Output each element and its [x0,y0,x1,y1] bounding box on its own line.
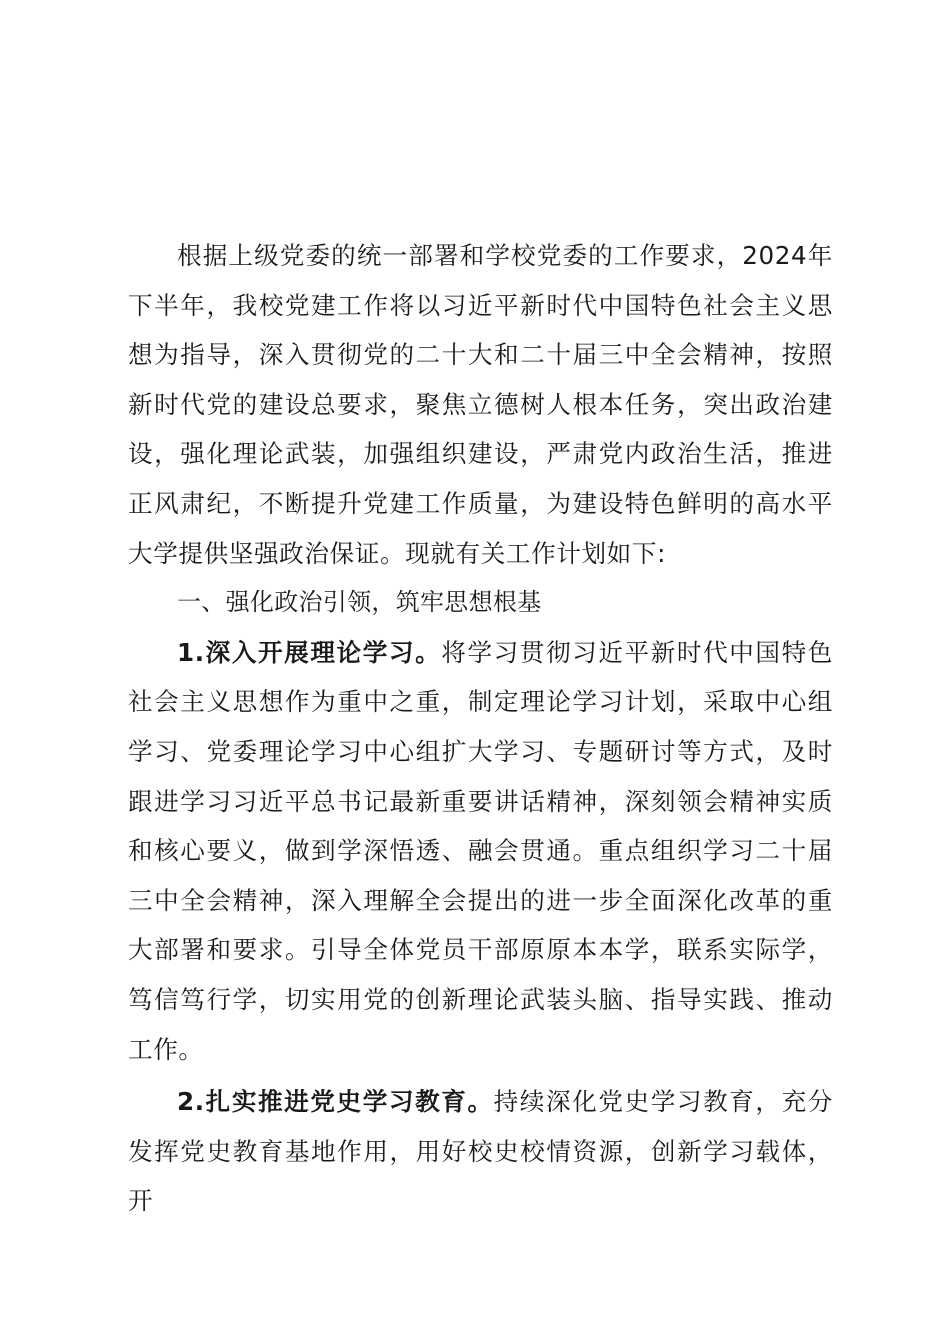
item-2-title: 2.扎实推进党史学习教育。 [177,1087,494,1117]
section-heading-1: 一、强化政治引领，筑牢思想根基 [177,588,542,617]
item-2-body: 持续深化党史学习教育，充分发挥党史教育基地作用，用好校史校情资源，创新学习载体，开 [128,1087,833,1216]
document-page [128,231,833,1226]
item-1-title: 1.深入开展理论学习。 [177,637,442,667]
item-2-paragraph [128,1077,833,1226]
item-1-body: 将学习贯彻习近平新时代中国特色社会主义思想作为重中之重，制定理论学习计划，采取中心组学习、党委理论学习中心组扩大学习、专题研讨等方式，及时跟进学习习近平总书记最新重要讲话精神，深刻领会精神实质和核心要义，做到学深悟透、融会贯通。重点组织学习二十届三中全会精神，深入理解全会提出的进一步全面深化改革的重大部署和要求。引导全体党员干部原原本本学，联系实际学，笃信笃行学，切实用党的创新理论武装头脑、指导实践、推动工作。 [128,637,833,1064]
intro-paragraph: 根据上级党委的统一部署和学校党委的工作要求，2024年下半年，我校党建工作将以习近平新时代中国特色社会主义思想为指导，深入贯彻党的二十大和二十届三中全会精神，按照新时代党的建设总要求，聚焦立德树人根本任务，突出政治建设，强化理论武装，加强组织建设，严肃党内政治生活，推进正风肃纪，不断提升党建工作质量，为建设特色鲜明的高水平大学提供坚强政治保证。现就有关工作计划如下: [128,241,833,568]
item-1-paragraph [128,628,833,1074]
